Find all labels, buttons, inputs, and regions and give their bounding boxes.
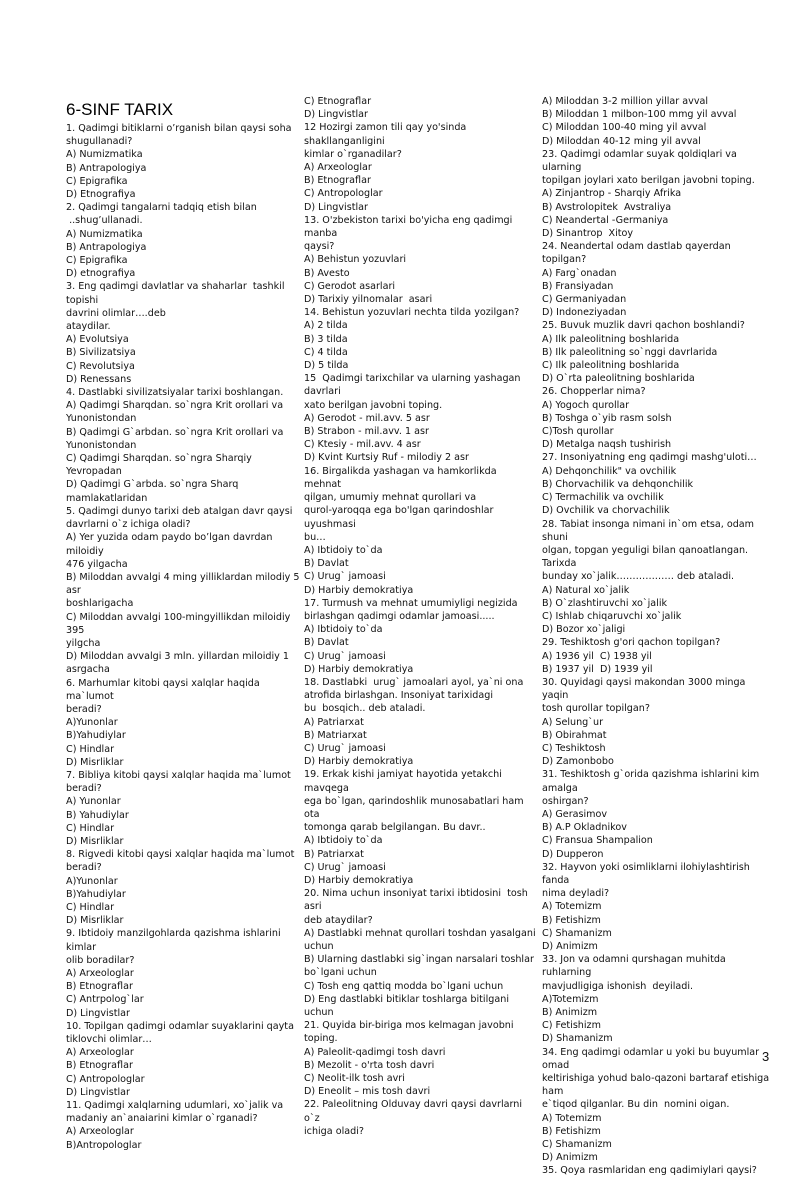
text-line: B) Sivilizatsiya (66, 347, 136, 359)
text-line: Yunonistondan (66, 439, 137, 451)
text-line: A) Yogoch qurollar (542, 399, 630, 411)
text-line: 4. Dastlabki sivilizatsiyalar tarixi boshlangan. (66, 387, 284, 399)
text-line: A) Gerasimov (542, 808, 608, 820)
text-line: B) Miloddan avvalgi 4 ming yilliklardan milodiy 5 asr (66, 571, 303, 597)
column-3-body (542, 95, 774, 1178)
text-line: tomonga qarab belgilangan. Bu davr.. (304, 822, 486, 834)
text-line: asrgacha (66, 664, 110, 676)
text-line: C) Germaniyadan (542, 294, 627, 306)
text-line: C) Urug` jamoasi (304, 742, 386, 754)
text-line: A) Yunonlar (66, 796, 121, 808)
text-line: 3. Eng qadimgi davlatlar va shaharlar tashkil topishi (66, 281, 291, 306)
text-line: C) Neolit-ilk tosh avri (304, 1073, 405, 1085)
text-line: B)Yahudiylar (66, 888, 126, 900)
text-line: D) Sinantrop Xitoy (542, 228, 634, 240)
text-line: A) Yer yuzida odam paydo bo’lgan davrdan miloidiy (66, 532, 276, 557)
text-line: davrini olimlar….deb (66, 307, 166, 319)
text-line: B) Matriarxat (304, 729, 367, 741)
text-line: qurol-yaroqqa ega bo'lgan qarindoshlar uyushmasi (304, 505, 497, 530)
text-line: D) Eneolit – mis tosh davri (304, 1086, 431, 1098)
text-line: D) Etnografiya (66, 189, 136, 201)
text-line: A) Gerodot - mil.avv. 5 asr (304, 412, 430, 424)
text-line: 35. Qoya rasmlaridan eng qadimiylari qaysi? (542, 1165, 757, 1177)
text-line: D) Miloddan 40-12 ming yil avval (542, 135, 701, 147)
text-line: C) Qadimgi Sharqdan. so`ngra Sharqiy Yevropadan (66, 453, 255, 478)
text-line: 1. Qadimgi bitiklarni o’rganish bilan qaysi soha (66, 123, 292, 134)
text-line: C) Miloddan 100-40 ming yil avval (542, 122, 707, 134)
text-line: 14. Behistun yozuvlari nechta tilda yozilgan? (304, 307, 520, 319)
text-line: 20. Nima uchun insoniyat tarixi ibtidosini tosh asri (304, 888, 531, 913)
text-line: uchun (304, 941, 334, 952)
text-line: C) Fransua Shampalion (542, 835, 653, 847)
text-line: A) Paleolit-qadimgi tosh davri (304, 1046, 446, 1058)
text-line: A) Farg`onadan (542, 267, 617, 279)
text-line: D) Metalga naqsh tushirish (542, 439, 672, 451)
text-line: B) O`zlashtiruvchi xo`jalik (542, 597, 668, 609)
text-line: D) Ovchilik va chorvachilik (542, 505, 670, 517)
text-line: A)Totemizm (542, 993, 599, 1005)
text-line: B) 3 tilda (304, 333, 348, 345)
text-line: B) Ilk paleolitning so`nggi davrlarida (542, 346, 718, 358)
text-line: bo`lgani uchun (304, 967, 377, 979)
text-line: B) Antrapologiya (66, 162, 147, 174)
text-line: B) Strabon - mil.avv. 1 asr (304, 426, 429, 438)
text-line: 22. Paleolitning Olduvay davri qaysi davrlarni o`z (304, 1099, 526, 1124)
text-line: C) 4 tilda (304, 346, 348, 358)
text-line: C) Epigrafika (66, 175, 128, 187)
text-line: boshlarigacha (66, 598, 134, 610)
text-line: B) Patriarxat (304, 848, 364, 860)
text-line: tosh qurollar topilgan? (542, 703, 650, 715)
text-line: 24. Neandertal odam dastlab qayerdan topilgan? (542, 241, 734, 266)
text-line: A) Dehqonchilik" va ovchilik (542, 465, 677, 477)
text-line: A) Natural xo`jalik (542, 584, 630, 596)
text-line: beradi? (66, 703, 102, 715)
text-line: B) Etnograflar (66, 1060, 133, 1072)
text-line: B) Davlat (304, 637, 349, 649)
text-line: 25. Buvuk muzlik davri qachon boshlandi? (542, 320, 745, 332)
text-line: olgan, topgan yeguligi bilan qanoatlangan. Tarixda (542, 544, 752, 570)
text-line: 2. Qadimgi tangalarni tadqiq etish bilan (66, 202, 257, 214)
text-line: A) Numizmatika (66, 149, 143, 161)
column-1-body (66, 122, 302, 1152)
text-line: 18. Dastlabki urug` jamoalari ayol, ya`ni ona (304, 676, 524, 688)
text-line: A) Qadimgi Sharqdan. so`ngra Krit orollari va (66, 400, 284, 412)
text-line: D) Lingvistlar (66, 1007, 130, 1019)
text-line: D) Lingvistlar (304, 201, 368, 213)
text-line: A) Evolutsiya (66, 334, 129, 346)
text-line: A) Dastlabki mehnat qurollari toshdan yasalgani (304, 927, 536, 939)
text-line: C) Urug` jamoasi (304, 571, 386, 583)
text-line: 16. Birgalikda yashagan va hamkorlikda mehnat (304, 465, 500, 490)
text-line: e`tiqod qilganlar. Bu din nomini oigan. (542, 1099, 730, 1111)
text-line: D) Misrliklar (66, 835, 124, 847)
text-line: C) Shamanizm (542, 927, 612, 939)
text-line: D) Harbiy demokratiya (304, 663, 414, 675)
text-line: topilgan joylari xato berilgan javobni toping. (542, 175, 755, 187)
text-line: keltirishiga yohud balo-qazoni bartaraf etishiga ham (542, 1073, 773, 1098)
text-line: D) Misrliklar (66, 915, 124, 927)
text-line: A) Arxeologlar (66, 1126, 134, 1138)
text-line: B) Fetishizm (542, 914, 601, 926)
text-line: B) Avstrolopitek Avstraliya (542, 201, 672, 213)
text-line: D) Kvint Kurtsiy Ruf - milodiy 2 asr (304, 452, 469, 464)
text-line: C) Termachilik va ovchilik (542, 492, 664, 504)
text-line: C) Antropologlar (66, 1073, 145, 1085)
text-line: 33. Jon va odamni qurshagan muhitda ruhlarning (542, 954, 729, 979)
text-line: mavjudligiga ishonish deyiladi. (542, 980, 694, 992)
text-line: D) Eng dastlabki bitiklar toshlarga bitilgani uchun (304, 993, 513, 1019)
text-line: beradi? (66, 862, 102, 874)
text-line: D) Zamonbobo (542, 756, 614, 768)
text-line: A) Arxeologlar (304, 162, 372, 174)
text-line: 26. Chopperlar nima? (542, 386, 646, 398)
text-line: B) 1937 yil D) 1939 yil (542, 663, 653, 675)
text-line: D) Tarixiy yilnomalar asari (304, 294, 433, 306)
text-line: C) Etnograflar (304, 96, 372, 107)
text-line: ega bo`lgan, qarindoshlik munosabatlari ham ota (304, 795, 527, 820)
text-line: D) Misrliklar (66, 756, 124, 768)
text-line: D) Indoneziyadan (542, 307, 627, 319)
text-line: 13. O'zbekiston tarixi bo'yicha eng qadimgi manba (304, 214, 516, 240)
text-line: B) Ularning dastlabki sig`ingan narsalari toshlar (304, 954, 534, 966)
text-line: A) Zinjantrop - Sharqiy Afrika (542, 188, 682, 200)
text-line: D) Harbiy demokratiya (304, 584, 414, 596)
text-line: C) Hindlar (66, 743, 115, 755)
text-line: C) Teshiktosh (542, 742, 606, 754)
text-line: B) Chorvachilik va dehqonchilik (542, 478, 694, 490)
text-line: 12 Hozirgi zamon tili qay yo'sinda shakllanganligini (304, 122, 470, 147)
text-line: A) Numizmatika (66, 228, 143, 240)
text-line: 476 yilgacha (66, 558, 128, 570)
text-line: A) Behistun yozuvlari (304, 254, 407, 266)
text-line: B) Davlat (304, 558, 349, 570)
text-line: 11. Qadimgi xalqlarning udumlari, xo`jalik va (66, 1100, 284, 1112)
text-line: yilgcha (66, 637, 101, 649)
text-line: C) Ktesiy - mil.avv. 4 asr (304, 439, 421, 451)
text-line: ..shug’ullanadi. (66, 215, 143, 227)
text-line: 28. Tabiat insonga nimani in`om etsa, odam shuni (542, 518, 758, 543)
text-line: C) Neandertal -Germaniya (542, 214, 669, 226)
text-line: 19. Erkak kishi jamiyat hayotida yetakchi mavqega (304, 769, 505, 794)
text-line: D) etnografiya (66, 268, 136, 280)
text-line: B) Avesto (304, 267, 350, 279)
text-line: D) Bozor xo`jaligi (542, 624, 626, 636)
text-line: C) Urug` jamoasi (304, 861, 386, 873)
text-line: A)Yunonlar (66, 875, 118, 887)
text-line: B) Miloddan 1 milbon-100 mmg yil avval (542, 109, 737, 121)
text-line: 17. Turmush va mehnat umumiyligi negizida (304, 597, 518, 609)
text-line: A) Ibtidoiy to`da (304, 624, 383, 636)
text-line: C) Miloddan avvalgi 100-mingyillikdan miloidiy 395 (66, 611, 294, 636)
text-line: olib boradilar? (66, 954, 135, 966)
text-line: A)Yunonlar (66, 717, 118, 729)
text-line: A) Ilk paleolitning boshlarida (542, 333, 680, 345)
text-line: ataydilar. (66, 321, 111, 333)
text-line: 9. Ibtidoiy manzilgohlarda qazishma ishlarini kimlar (66, 928, 284, 953)
text-line: B) A.P Okladnikov (542, 822, 627, 834)
text-line: D) Lingvistlar (66, 1086, 130, 1098)
text-line: D) Shamanizm (542, 1033, 613, 1045)
text-line: C) Gerodot asarlari (304, 280, 396, 292)
text-line: 7. Bibliya kitobi qaysi xalqlar haqida ma`lumot (66, 769, 291, 781)
text-line: B)Antropologlar (66, 1139, 142, 1151)
text-line: D) Harbiy demokratiya (304, 874, 414, 886)
text-line: 6. Marhumlar kitobi qaysi xalqlar haqida ma`lumot (66, 677, 263, 702)
text-line: D) Qadimgi G`arbda. so`ngra Sharq mamlakatlaridan (66, 479, 242, 504)
text-line: shugullanadi? (66, 136, 133, 148)
text-line: B) Fetishizm (542, 1125, 601, 1137)
text-line: D) Renessans (66, 373, 132, 385)
text-line: davrlarni o`z ichiga oladi? (66, 519, 191, 531)
text-line: 15 Qadimgi tarixchilar va ularning yashagan davrlari (304, 373, 524, 398)
text-line: B) Etnograflar (66, 981, 133, 993)
text-line: A) 1936 yil C) 1938 yil (542, 650, 652, 662)
text-line: 8. Rigvedi kitobi qaysi xalqlar haqida ma`lumot (66, 849, 295, 861)
text-line: B) Etnograflar (304, 175, 371, 187)
text-line: bu… (304, 531, 326, 543)
text-line: C)Tosh qurollar (542, 426, 614, 438)
text-line: ichiga oladi? (304, 1125, 364, 1137)
text-line: D) O`rta paleolitning boshlarida (542, 373, 695, 385)
text-line: A) Miloddan 3-2 million yillar avval (542, 96, 709, 107)
text-line: C) Hindlar (66, 901, 115, 913)
text-line: 5. Qadimgi dunyo tarixi deb atalgan davr qaysi (66, 505, 293, 517)
text-line: C) Ilk paleolitning boshlarida (542, 360, 680, 372)
text-line: B) Mezolit - o'rta tosh davri (304, 1059, 435, 1071)
text-line: qaysi? (304, 241, 335, 253)
text-line: 23. Qadimgi odamlar suyak qoldiqlari va ularning (542, 148, 740, 174)
text-line: A) Arxeologlar (66, 968, 134, 979)
text-line: oshirgan? (542, 795, 589, 807)
text-line: birlashgan qadimgi odamlar jamoasi..... (304, 610, 495, 622)
text-line: A) Totemizm (542, 1112, 602, 1124)
text-line: C) Urug` jamoasi (304, 650, 386, 662)
text-line: D) 5 tilda (304, 360, 349, 372)
text-line: A) Arxeologlar (66, 1047, 134, 1059)
text-line: B) Toshga o`yib rasm solsh (542, 412, 672, 424)
text-line: D) Animizm (542, 1152, 598, 1164)
text-line: 31. Teshiktosh g`orida qazishma ishlarini kim amalga (542, 769, 763, 794)
text-line: 30. Quyidagi qaysi makondan 3000 minga yaqin (542, 676, 749, 702)
text-line: Yunonistondan (66, 413, 137, 425)
text-line: atrofida birlashgan. Insoniyat tarixidagi (304, 690, 493, 702)
text-line: B) Animizm (542, 1007, 598, 1019)
column-2-body (304, 95, 536, 1138)
text-line: D) Miloddan avvalgi 3 mln. yillardan miloidiy 1 (66, 651, 289, 663)
text-line: A) Ibtidoiy to`da (304, 544, 383, 556)
page-number: 3 (762, 1049, 770, 1064)
text-line: A) Selung`ur (542, 716, 604, 728)
text-line: D) Dupperon (542, 848, 604, 860)
text-line: D) Animizm (542, 941, 598, 952)
text-line: C) Antropologlar (304, 188, 383, 200)
text-line: B) Yahudiylar (66, 809, 129, 821)
text-line: 29. Teshiktosh g'ori qachon topilgan? (542, 637, 721, 649)
text-line: 27. Insoniyatning eng qadimgi mashg'uloti… (542, 452, 757, 464)
text-line: deb ataydilar? (304, 914, 373, 926)
text-line: A) Ibtidoiy to`da (304, 835, 383, 847)
text-line: 21. Quyida bir-biriga mos kelmagan javobni toping. (304, 1020, 517, 1045)
text-line: C) Shamanizm (542, 1139, 612, 1151)
column-3 (542, 95, 774, 1178)
text-line: B)Yahudiylar (66, 730, 126, 742)
text-line: C) Tosh eng qattiq modda bo`lgani uchun (304, 980, 504, 992)
text-line: tiklovchi olimlar… (66, 1034, 152, 1046)
text-line: kimlar o`rganadilar? (304, 148, 402, 160)
text-line: C) Fetishizm (542, 1020, 601, 1032)
text-line: D) Lingvistlar (304, 109, 368, 121)
text-line: 10. Topilgan qadimgi odamlar suyaklarini qayta (66, 1020, 294, 1032)
page-title: 6-SINF TARIX (66, 100, 174, 119)
text-line: qilgan, umumiy mehnat qurollari va (304, 492, 477, 504)
text-line: bunday xo`jalik……………… deb ataladi. (542, 571, 735, 583)
text-line: C) Revolutsiya (66, 360, 135, 372)
text-line: C) Hindlar (66, 822, 115, 834)
text-line: xato berilgan javobni toping. (304, 399, 443, 411)
text-line: bu bosqich.. deb ataladi. (304, 703, 426, 715)
text-line: C) Antrpolog`lar (66, 994, 144, 1006)
text-line: B) Obirahmat (542, 729, 607, 741)
text-line: 34. Eng qadimgi odamlar u yoki bu buyumlar omad (542, 1046, 763, 1071)
column-1 (66, 100, 302, 1152)
text-line: B) Antrapologiya (66, 241, 147, 253)
text-line: A) 2 tilda (304, 320, 348, 332)
text-line: A) Totemizm (542, 901, 602, 913)
column-2 (304, 95, 536, 1138)
text-line: beradi? (66, 783, 102, 795)
text-line: madaniy an`anaiarini kimlar o`rganadi? (66, 1113, 258, 1125)
text-line: A) Patriarxat (304, 716, 364, 728)
text-line: D) Harbiy demokratiya (304, 756, 414, 768)
text-line: C) Epigrafika (66, 255, 128, 267)
text-line: B) Qadimgi G`arbdan. so`ngra Krit orollari va (66, 426, 284, 438)
text-line: nima deyladi? (542, 888, 610, 900)
text-line: 32. Hayvon yoki osimliklarni ilohiylashtirish fanda (542, 861, 753, 886)
text-line: B) Fransiyadan (542, 280, 614, 292)
text-line: C) Ishlab chiqaruvchi xo`jalik (542, 610, 682, 622)
